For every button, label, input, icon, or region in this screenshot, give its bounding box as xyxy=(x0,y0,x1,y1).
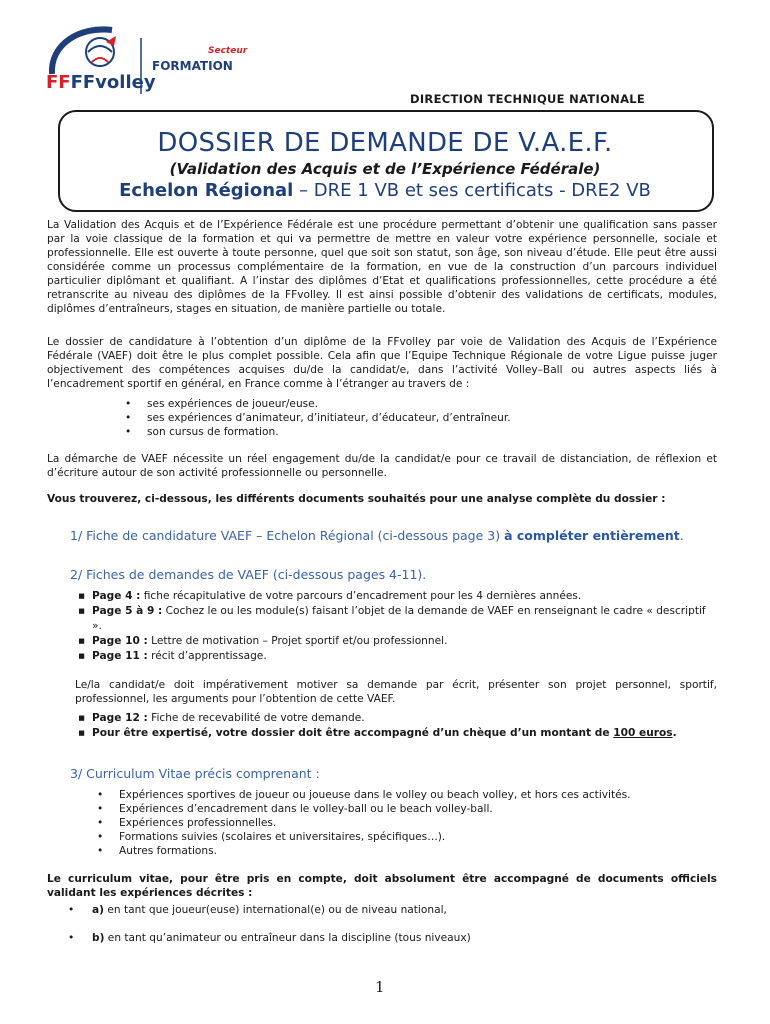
bullet-icon: • xyxy=(68,904,75,916)
list-4 xyxy=(97,788,717,858)
list-item: ▪ Page 4 : fiche récapitulative de votre parcours d’encadrement pour les 4 dernières années. xyxy=(78,590,582,602)
echelon-bold: Echelon Régional xyxy=(119,180,294,201)
list-item: • ses expériences d’animateur, d’initiateur, d’éducateur, d’entraîneur. xyxy=(125,412,511,424)
bullet-icon: • xyxy=(97,817,104,829)
square-bullet-icon: ▪ xyxy=(78,605,86,617)
list-item: • Expériences sportives de joueur ou joueuse dans le volley ou beach volley, et hors ces activités. xyxy=(97,789,631,801)
list-item: ▪ Page 12 : Fiche de recevabilité de votre demande. xyxy=(78,712,365,724)
list-item: • Formations suivies (scolaires et universitaires, spécifiques…). xyxy=(97,831,446,843)
list-item: • son cursus de formation. xyxy=(125,426,279,438)
document-subtitle: (Validation des Acquis et de l’Expérience Fédérale) xyxy=(169,160,601,178)
list-1 xyxy=(125,397,725,439)
list-2 xyxy=(78,589,718,664)
list-item: • b) en tant qu’animateur ou entraîneur dans la discipline (tous niveaux) xyxy=(68,932,471,944)
list-5 xyxy=(68,903,708,945)
bullet-icon: • xyxy=(125,398,132,410)
list-item: ▪ Page 11 : récit d’apprentissage. xyxy=(78,650,267,662)
logo-sector: FORMATION xyxy=(152,59,233,73)
list-item: • Autres formations. xyxy=(97,845,218,857)
page-number: 1 xyxy=(375,978,385,996)
bullet-icon: • xyxy=(125,412,132,424)
echelon-line xyxy=(0,180,770,201)
bullet-icon: • xyxy=(97,845,104,857)
logo-brand: FFvolley xyxy=(70,72,156,93)
section-1-bold: à compléter entièrement xyxy=(504,528,680,543)
logo-brand-ff: FF xyxy=(46,72,71,93)
bullet-icon: • xyxy=(125,426,132,438)
square-bullet-icon: ▪ xyxy=(78,635,86,647)
bullet-icon: • xyxy=(97,831,104,843)
ffvolley-formation-logo xyxy=(40,24,250,104)
list-item: • a) en tant que joueur(euse) international(e) ou de niveau national, xyxy=(68,904,447,916)
list-item: • ses expériences de joueur/euse. xyxy=(125,398,319,410)
paragraph-2: Le dossier de candidature à l’obtention d’un diplôme de la FFvolley par voie de Validation des Acquis de l’Expérience Fédérale (VAEF) doit être le plus complet possible. Cela afin que l’Equipe Technique Régionale de votre Ligue puisse juger objectivement des compétences acquises du/de la candidat/e, dans l’activité Volley–Ball ou autres aspects liés à l’encadrement sportif en général, en France comme à l’étranger au travers de : xyxy=(47,336,717,390)
list-item: ▪ Pour être expertisé, votre dossier doit être accompagné d’un chèque d’un montant de 100 euros. xyxy=(78,727,677,739)
list-item: ▪ Page 5 à 9 : Cochez le ou les module(s) faisant l’objet de la demande de VAEF en renseignant le cadre « descriptif ». xyxy=(78,605,706,632)
paragraph-3: La démarche de VAEF nécessite un réel engagement du/de la candidat/e pour ce travail de distanciation, de réflexion et d’écriture autour de son activité professionnelle ou personnelle. xyxy=(47,453,717,479)
header-dtn: DIRECTION TECHNIQUE NATIONALE xyxy=(410,92,646,106)
paragraph-5: Le/la candidat/e doit impérativement motiver sa demande par écrit, présenter son projet personnel, sportif, professionnel, les arguments pour l’obtention de cette VAEF. xyxy=(75,679,717,705)
paragraph-6: Le curriculum vitae, pour être pris en compte, doit absolument être accompagné de documents officiels validant les expériences décrites : xyxy=(47,873,717,899)
echelon-rest: – DRE 1 VB et ses certificats - DRE2 VB xyxy=(293,180,651,201)
square-bullet-icon: ▪ xyxy=(78,712,86,724)
bullet-icon: • xyxy=(97,803,104,815)
section-1-heading: 1/ Fiche de candidature VAEF – Echelon Régional (ci-dessous page 3) à compléter entièrement. xyxy=(70,528,684,543)
section-2-heading: 2/ Fiches de demandes de VAEF (ci-dessous pages 4-11). xyxy=(70,567,427,582)
bullet-icon: • xyxy=(97,789,104,801)
section-3-heading: 3/ Curriculum Vitae précis comprenant : xyxy=(70,766,320,781)
bullet-icon: • xyxy=(68,932,75,944)
list-item: ▪ Page 10 : Lettre de motivation – Projet sportif et/ou professionnel. xyxy=(78,635,448,647)
logo-sector-small: Secteur xyxy=(208,46,248,56)
square-bullet-icon: ▪ xyxy=(78,650,86,662)
paragraph-4: Vous trouverez, ci-dessous, les différents documents souhaités pour une analyse complète du dossier : xyxy=(47,493,666,505)
document-title: DOSSIER DE DEMANDE DE V.A.E.F. xyxy=(157,128,613,158)
list-item: • Expériences d’encadrement dans le volley-ball ou le beach volley-ball. xyxy=(97,803,493,815)
square-bullet-icon: ▪ xyxy=(78,727,86,739)
square-bullet-icon: ▪ xyxy=(78,590,86,602)
intro-paragraph: La Validation des Acquis et de l’Expérience Fédérale est une procédure permettant d’obtenir une qualification sans passer par la voie classique de la formation et qui va permettre de mettre en valeur votre expérience personnelle, sociale et professionnelle. Elle est ouverte à toute personne, quel que soit son statut, son âge, son niveau d’étude. Elle peut être aussi considérée comme un processus complémentaire de la formation, en vue de la construction d’un parcours individuel particulier diplômant et qualifiant. A l’instar des diplômes d’Etat et qualifications professionnelles, cette procédure a été retranscrite au niveau des diplômes de la FFvolley. Il est ainsi possible d’obtenir des validations de certificats, modules, diplômes d’entraîneurs, stages en situation, de manière partielle ou totale. xyxy=(47,219,717,315)
list-3 xyxy=(78,711,718,741)
list-item: • Expériences professionnelles. xyxy=(97,817,277,829)
